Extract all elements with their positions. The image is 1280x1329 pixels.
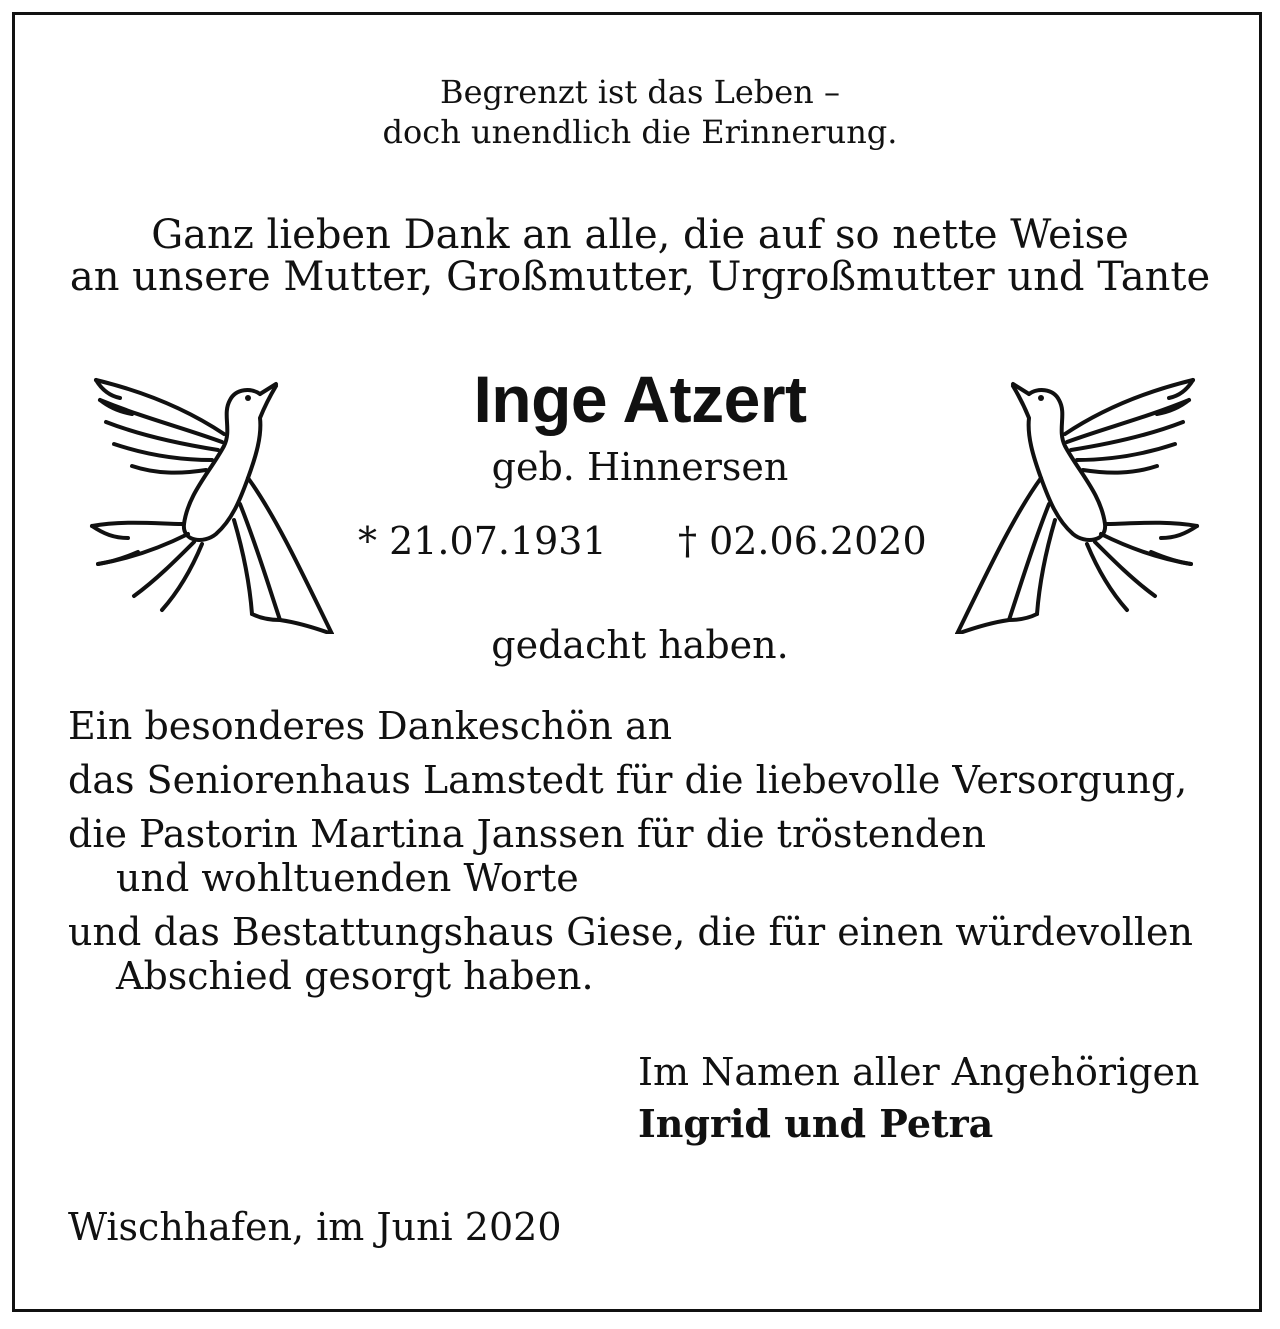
special-thanks-item <box>68 910 1248 998</box>
special-thanks-item <box>68 812 1248 900</box>
special-thanks <box>68 704 1248 1008</box>
special-thanks-item-line: und wohltuenden Worte <box>116 856 579 900</box>
thanks-line-2: an unsere Mutter, Großmutter, Urgroßmutter und Tante <box>69 254 1211 300</box>
place-date: Wischhafen, im Juni 2020 <box>68 1205 562 1249</box>
special-thanks-item: das Seniorenhaus Lamstedt für die liebevolle Versorgung, <box>68 758 1188 802</box>
signoff-names: Ingrid und Petra <box>638 1101 994 1146</box>
special-thanks-item-line: und das Bestattungshaus Giese, die für einen würdevollen <box>68 910 1193 954</box>
thanks-text <box>0 214 1280 298</box>
motto-line-2: doch unendlich die Erinnerung. <box>382 113 898 151</box>
on-behalf-text: Im Namen aller Angehörigen <box>638 1050 1200 1094</box>
special-thanks-intro: Ein besonderes Dankeschön an <box>68 704 673 748</box>
death-date: † 02.06.2020 <box>678 519 927 563</box>
signoff <box>638 1046 1199 1150</box>
remembered-text: gedacht haben. <box>491 623 789 667</box>
deceased-name: Inge Atzert <box>473 362 807 436</box>
special-thanks-item-line: Abschied gesorgt haben. <box>116 954 594 998</box>
thanks-line-1: Ganz lieben Dank an alle, die auf so nette Weise <box>151 212 1129 258</box>
motto <box>0 72 1280 152</box>
motto-line-1: Begrenzt ist das Leben – <box>440 73 840 111</box>
birth-date: * 21.07.1931 <box>358 519 607 563</box>
maiden-name: geb. Hinnersen <box>491 445 789 489</box>
special-thanks-item-line: die Pastorin Martina Janssen für die tröstenden <box>68 812 987 856</box>
